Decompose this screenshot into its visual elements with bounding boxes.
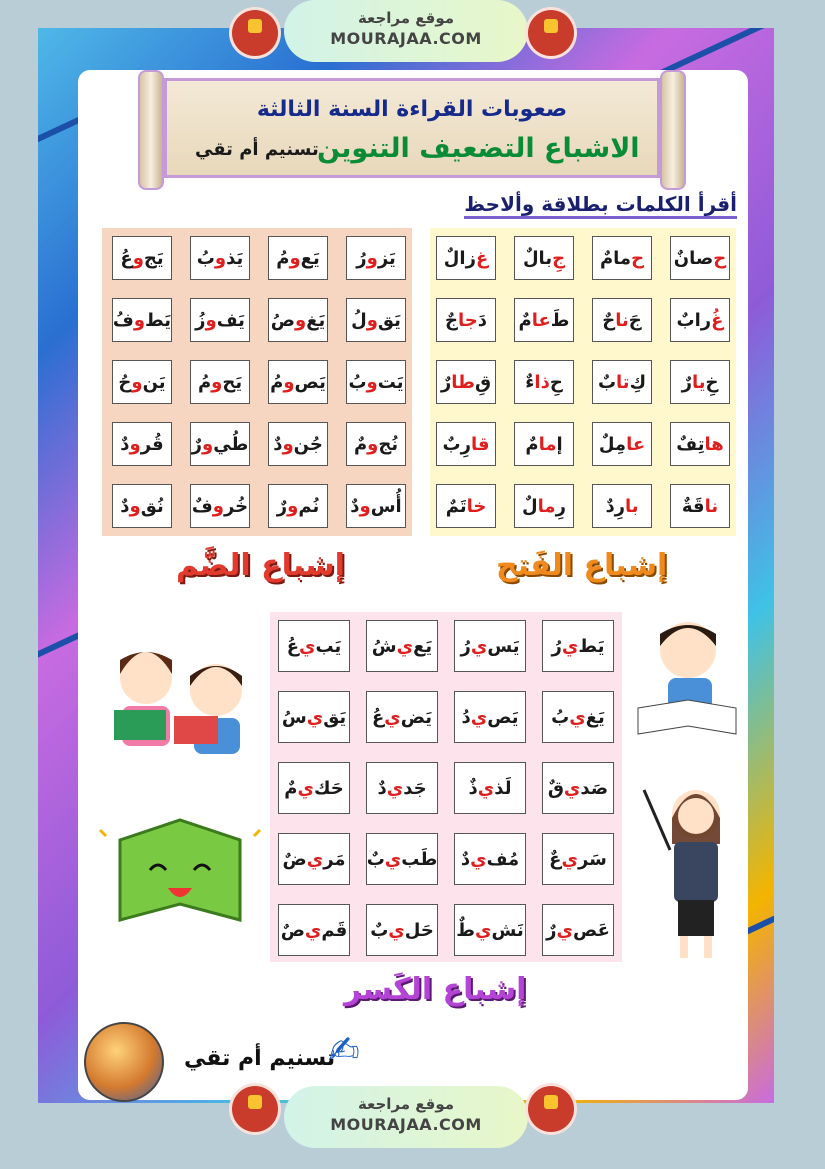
long-vowel-part: ذا bbox=[534, 371, 550, 393]
word-part: دُ bbox=[461, 706, 471, 728]
word-card bbox=[346, 360, 406, 404]
long-vowel-part: و bbox=[205, 309, 217, 331]
long-vowel-part: و bbox=[359, 495, 371, 517]
word-part: رٌ bbox=[191, 433, 202, 455]
word-card bbox=[278, 762, 350, 814]
word-card bbox=[268, 236, 328, 280]
long-vowel-part: ي bbox=[470, 706, 488, 728]
long-vowel-part: و bbox=[287, 495, 299, 517]
word-part: لٌ bbox=[522, 495, 538, 517]
word-part: يَج bbox=[143, 247, 164, 269]
long-vowel-part: و bbox=[211, 371, 223, 393]
word-card bbox=[278, 904, 350, 956]
word-card bbox=[514, 360, 574, 404]
site-name-en: MOURAJAA.COM bbox=[330, 1115, 482, 1134]
word-card bbox=[190, 360, 250, 404]
long-vowel-part: عا bbox=[626, 433, 646, 455]
word-card bbox=[436, 484, 496, 528]
word-part: مٌ bbox=[525, 433, 539, 455]
word-card bbox=[592, 236, 652, 280]
word-part: جٌ bbox=[445, 309, 458, 331]
word-part: تِفٌ bbox=[676, 433, 705, 455]
word-card bbox=[268, 360, 328, 404]
word-part: زُ bbox=[195, 309, 206, 331]
word-card bbox=[670, 360, 730, 404]
site-logo-icon[interactable] bbox=[232, 10, 278, 56]
word-part: مٌ bbox=[518, 309, 532, 331]
long-vowel-part: ي bbox=[563, 777, 581, 799]
word-part: قَةٌ bbox=[681, 495, 705, 517]
long-vowel-part: يا bbox=[691, 371, 706, 393]
long-vowel-part: و bbox=[214, 247, 227, 269]
children-reading-icon bbox=[104, 630, 254, 770]
word-part: مٌ bbox=[284, 777, 298, 799]
word-part: رُ bbox=[551, 635, 562, 657]
long-vowel-part: جِ bbox=[552, 247, 566, 269]
word-part: ذٌ bbox=[468, 777, 478, 799]
word-part: طَ bbox=[550, 309, 570, 331]
word-card bbox=[346, 422, 406, 466]
panel-damm bbox=[102, 228, 412, 536]
word-part: دٌ bbox=[120, 433, 130, 455]
word-part: خِ bbox=[705, 371, 719, 393]
long-vowel-part: ما bbox=[538, 433, 557, 455]
word-part: لَذ bbox=[494, 777, 512, 799]
word-part: عُ bbox=[120, 247, 133, 269]
long-vowel-part: و bbox=[129, 433, 141, 455]
word-part: يَز bbox=[377, 247, 396, 269]
long-vowel-part: تا bbox=[616, 371, 630, 393]
word-card bbox=[542, 904, 614, 956]
page-title: صعوبات القراءة السنة الثالثة bbox=[256, 97, 568, 122]
word-part: مُ bbox=[270, 371, 284, 393]
word-card bbox=[190, 298, 250, 342]
heading-damm: إشباع الضَّم bbox=[176, 548, 345, 583]
site-badge-bottom[interactable] bbox=[284, 1086, 528, 1148]
word-card bbox=[268, 298, 328, 342]
site-name-ar: موقع مراجعة bbox=[357, 1095, 455, 1113]
word-card bbox=[670, 422, 730, 466]
word-part: فٌ bbox=[191, 495, 213, 517]
word-part: بٌ bbox=[370, 919, 389, 941]
site-logo-icon[interactable] bbox=[528, 1086, 574, 1132]
word-part: سَر bbox=[577, 848, 607, 870]
word-part: قٌ bbox=[547, 777, 564, 799]
site-name-ar: موقع مراجعة bbox=[357, 9, 455, 27]
word-part: طُي bbox=[213, 433, 249, 455]
scroll-rod-icon bbox=[660, 70, 686, 190]
word-part: رُ bbox=[356, 247, 367, 269]
word-card bbox=[366, 691, 438, 743]
word-part: جَد bbox=[403, 777, 427, 799]
word-part: يَض bbox=[400, 706, 433, 728]
long-vowel-part: ي bbox=[384, 848, 402, 870]
word-part: بالٌ bbox=[522, 247, 553, 269]
word-part: شُ bbox=[371, 635, 397, 657]
long-vowel-part: و bbox=[212, 495, 224, 517]
scroll-rod-icon bbox=[138, 70, 164, 190]
long-vowel-part: ي bbox=[304, 919, 322, 941]
word-part: كِ bbox=[629, 371, 647, 393]
long-vowel-part: ي bbox=[306, 706, 324, 728]
word-part: ءٌ bbox=[525, 371, 535, 393]
long-vowel-part: ي bbox=[396, 635, 414, 657]
word-card bbox=[190, 484, 250, 528]
long-vowel-part: ي bbox=[556, 919, 574, 941]
word-part: جُن bbox=[293, 433, 323, 455]
word-part: دٌ bbox=[350, 495, 360, 517]
word-part: مُ bbox=[197, 371, 212, 393]
word-card bbox=[436, 360, 496, 404]
word-card bbox=[190, 236, 250, 280]
word-part: يَع bbox=[413, 635, 433, 657]
word-card bbox=[436, 422, 496, 466]
word-part: يَط bbox=[145, 309, 172, 331]
word-part: حَل bbox=[404, 919, 434, 941]
long-vowel-part: ي bbox=[384, 706, 401, 728]
word-part: نَش bbox=[491, 919, 524, 941]
word-card bbox=[514, 422, 574, 466]
word-card bbox=[346, 236, 406, 280]
word-part: يَس bbox=[487, 635, 520, 657]
site-logo-icon[interactable] bbox=[232, 1086, 278, 1132]
long-vowel-part: و bbox=[366, 371, 378, 393]
word-part: فُ bbox=[112, 309, 134, 331]
long-vowel-part: ها bbox=[704, 433, 724, 455]
word-card bbox=[514, 484, 574, 528]
word-card bbox=[346, 298, 406, 342]
word-card bbox=[278, 833, 350, 885]
word-card bbox=[542, 691, 614, 743]
word-card bbox=[278, 691, 350, 743]
word-part: يَن bbox=[142, 371, 166, 393]
word-part: طٌ bbox=[456, 919, 475, 941]
word-part: يَغ bbox=[585, 706, 605, 728]
teacher-icon bbox=[640, 770, 740, 970]
word-part: رِبٌ bbox=[442, 433, 471, 455]
word-part: صٌ bbox=[280, 919, 305, 941]
long-vowel-part: نا bbox=[704, 495, 719, 517]
long-vowel-part: ي bbox=[298, 635, 316, 657]
word-part: تَمٌ bbox=[445, 495, 467, 517]
word-part: حِ bbox=[549, 371, 563, 393]
word-part: قُر bbox=[140, 433, 164, 455]
long-vowel-part: ي bbox=[470, 635, 488, 657]
word-part: بٌ bbox=[597, 371, 617, 393]
word-part: يَح bbox=[222, 371, 243, 393]
word-card bbox=[454, 904, 526, 956]
word-card bbox=[366, 833, 438, 885]
word-part: رٌ bbox=[276, 495, 288, 517]
word-part: يَص bbox=[487, 706, 519, 728]
site-logo-icon[interactable] bbox=[528, 10, 574, 56]
long-vowel-part: ي bbox=[569, 706, 586, 728]
long-vowel-part: ي bbox=[561, 635, 579, 657]
word-part: قَم bbox=[321, 919, 348, 941]
word-part: دَ bbox=[477, 309, 487, 331]
long-vowel-part: و bbox=[131, 371, 143, 393]
word-part: مَر bbox=[323, 848, 346, 870]
footer-signature: تسنيم أم تقي bbox=[184, 1046, 336, 1071]
long-vowel-part: ي bbox=[470, 848, 487, 870]
long-vowel-part: و bbox=[133, 309, 146, 331]
word-part: صانٌ bbox=[673, 247, 714, 269]
long-vowel-part: و bbox=[366, 309, 378, 331]
word-card bbox=[112, 484, 172, 528]
word-part: حٌ bbox=[602, 309, 616, 331]
long-vowel-part: غ bbox=[475, 247, 489, 269]
word-part: مُف bbox=[486, 848, 520, 870]
word-part: رٌ bbox=[681, 371, 692, 393]
long-vowel-part: جا bbox=[458, 309, 478, 331]
long-vowel-part: ي bbox=[297, 777, 314, 799]
word-part: دٌ bbox=[460, 848, 471, 870]
instruction: أقرأ الكلمات بطلاقة وألاحظ bbox=[464, 192, 737, 219]
happy-book-icon bbox=[90, 800, 270, 930]
word-card bbox=[542, 762, 614, 814]
word-part: يَغ bbox=[306, 309, 326, 331]
word-card bbox=[112, 298, 172, 342]
word-part: عُ bbox=[286, 635, 299, 657]
long-vowel-part: و bbox=[202, 433, 214, 455]
word-card bbox=[436, 236, 496, 280]
word-card bbox=[190, 422, 250, 466]
word-part: رِ bbox=[555, 495, 566, 517]
word-part: عَص bbox=[573, 919, 610, 941]
long-vowel-part: نا bbox=[615, 309, 629, 331]
word-part: نُق bbox=[140, 495, 164, 517]
word-part: عُ bbox=[371, 706, 385, 728]
long-vowel-part: ي bbox=[561, 848, 578, 870]
word-part: جَ bbox=[628, 309, 642, 331]
long-vowel-part: و bbox=[282, 433, 294, 455]
long-vowel-part: ي bbox=[306, 848, 324, 870]
site-badge-top[interactable] bbox=[284, 0, 528, 62]
word-part: صَد bbox=[580, 777, 609, 799]
word-part: مٌ bbox=[353, 433, 368, 455]
long-vowel-part: و bbox=[129, 495, 141, 517]
word-card bbox=[268, 484, 328, 528]
word-part: إ bbox=[556, 433, 563, 455]
panel-fath bbox=[430, 228, 736, 536]
word-card bbox=[454, 620, 526, 672]
long-vowel-part: غُ bbox=[711, 309, 724, 331]
long-vowel-part: و bbox=[289, 247, 301, 269]
word-card bbox=[112, 236, 172, 280]
word-card bbox=[514, 298, 574, 342]
long-vowel-part: با bbox=[625, 495, 639, 517]
long-vowel-part: و bbox=[283, 371, 295, 393]
long-vowel-part: ي bbox=[386, 777, 404, 799]
word-card bbox=[542, 620, 614, 672]
word-card bbox=[112, 360, 172, 404]
long-vowel-part: ح bbox=[631, 247, 645, 269]
word-part: سُ bbox=[281, 706, 307, 728]
word-part: رٌ bbox=[546, 919, 557, 941]
word-part: يَق bbox=[377, 309, 401, 331]
long-vowel-part: و bbox=[367, 433, 379, 455]
word-part: صُ bbox=[270, 309, 295, 331]
long-vowel-part: و bbox=[294, 309, 307, 331]
long-vowel-part: ي bbox=[388, 919, 405, 941]
word-part: يَت bbox=[377, 371, 404, 393]
word-part: يَق bbox=[323, 706, 347, 728]
word-part: لُ bbox=[351, 309, 367, 331]
long-vowel-part: ي bbox=[475, 919, 492, 941]
long-vowel-part: ح bbox=[713, 247, 727, 269]
word-part: أُس bbox=[370, 495, 402, 517]
word-card bbox=[592, 360, 652, 404]
word-card bbox=[670, 236, 730, 280]
word-part: بُ bbox=[196, 247, 215, 269]
word-card bbox=[670, 484, 730, 528]
boy-with-book-icon bbox=[628, 610, 738, 740]
word-card bbox=[112, 422, 172, 466]
word-card bbox=[436, 298, 496, 342]
word-card bbox=[592, 484, 652, 528]
heading-kasr: إشباع الكَسر bbox=[344, 972, 527, 1007]
long-vowel-part: طا bbox=[451, 371, 475, 393]
word-card bbox=[278, 620, 350, 672]
word-part: يَف bbox=[216, 309, 245, 331]
word-part: يَط bbox=[578, 635, 605, 657]
word-part: بٌ bbox=[366, 848, 385, 870]
word-part: دٌ bbox=[273, 433, 283, 455]
word-card bbox=[542, 833, 614, 885]
word-part: طَب bbox=[401, 848, 438, 870]
word-card bbox=[592, 422, 652, 466]
word-part: بُ bbox=[348, 371, 367, 393]
word-part: ضٌ bbox=[282, 848, 307, 870]
word-part: مُ bbox=[276, 247, 290, 269]
word-card bbox=[268, 422, 328, 466]
panel-kasr bbox=[270, 612, 622, 962]
word-part: دٌ bbox=[120, 495, 130, 517]
long-vowel-part: ما bbox=[537, 495, 556, 517]
word-part: خُر bbox=[223, 495, 249, 517]
word-part: زالٌ bbox=[443, 247, 476, 269]
writing-hand-icon: ✍ bbox=[328, 1028, 360, 1072]
word-part: قِ bbox=[475, 371, 492, 393]
long-vowel-part: ي bbox=[477, 777, 495, 799]
long-vowel-part: و bbox=[366, 247, 378, 269]
word-part: يَع bbox=[300, 247, 320, 269]
word-card bbox=[514, 236, 574, 280]
page-subtitle: الاشباع التضعيف التنوين bbox=[317, 133, 640, 164]
word-part: نُم bbox=[298, 495, 320, 517]
word-part: حُ bbox=[118, 371, 132, 393]
word-card bbox=[454, 762, 526, 814]
long-vowel-part: خا bbox=[466, 495, 487, 517]
word-part: رُ bbox=[460, 635, 471, 657]
word-card bbox=[454, 691, 526, 743]
word-part: يَذ bbox=[226, 247, 244, 269]
long-vowel-part: عا bbox=[531, 309, 551, 331]
word-part: يَب bbox=[315, 635, 342, 657]
word-part: بُ bbox=[551, 706, 570, 728]
word-card bbox=[366, 904, 438, 956]
word-card bbox=[670, 298, 730, 342]
site-name-en: MOURAJAA.COM bbox=[330, 29, 482, 48]
word-part: رابٌ bbox=[676, 309, 712, 331]
word-card bbox=[346, 484, 406, 528]
long-vowel-part: قا bbox=[470, 433, 490, 455]
word-card bbox=[366, 762, 438, 814]
word-part: رٌ bbox=[440, 371, 452, 393]
word-part: نُج bbox=[378, 433, 399, 455]
word-part: عٌ bbox=[549, 848, 562, 870]
author-avatar bbox=[84, 1022, 164, 1102]
heading-fath: إشباع الفَتح bbox=[496, 548, 668, 583]
word-part: مامٌ bbox=[599, 247, 632, 269]
title-scroll bbox=[138, 70, 686, 186]
word-part: دٌ bbox=[377, 777, 387, 799]
word-part: رِدٌ bbox=[605, 495, 626, 517]
word-part: مِلٌ bbox=[598, 433, 627, 455]
word-card bbox=[454, 833, 526, 885]
author-name: تسنيم أم تقي bbox=[195, 139, 319, 160]
word-card bbox=[592, 298, 652, 342]
long-vowel-part: و bbox=[132, 247, 144, 269]
word-card bbox=[366, 620, 438, 672]
word-part: حَك bbox=[313, 777, 344, 799]
word-part: يَص bbox=[294, 371, 326, 393]
